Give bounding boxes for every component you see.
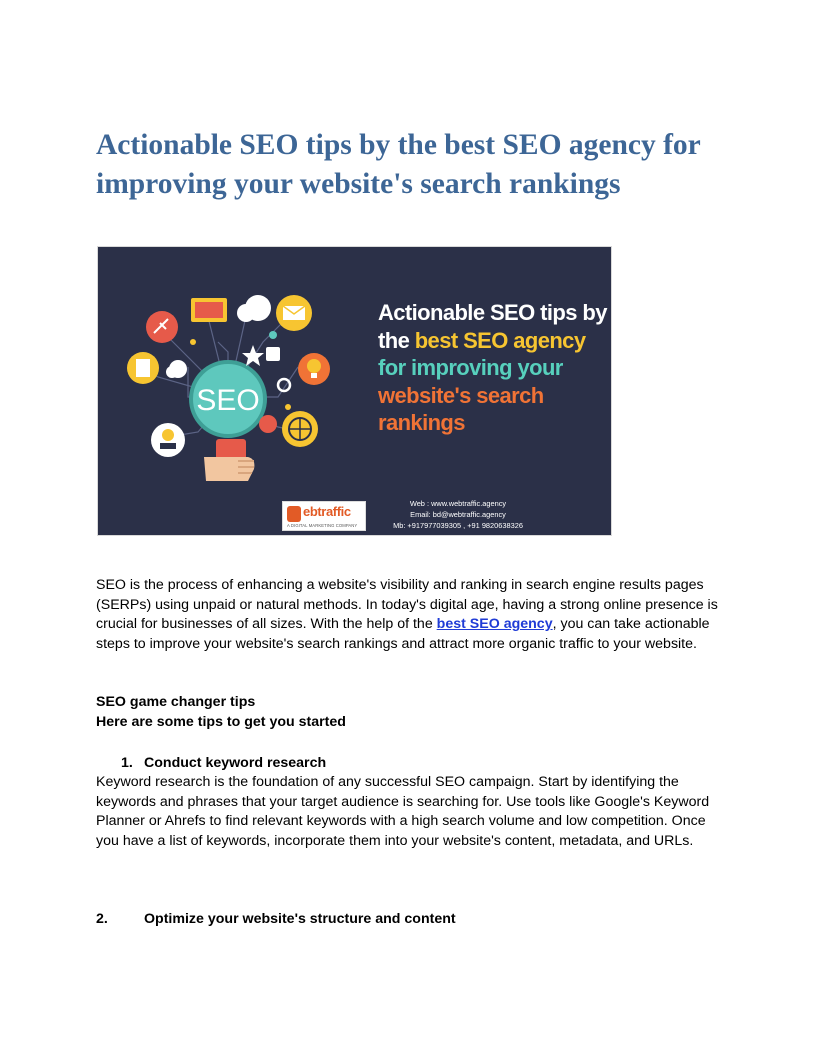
banner-contact: Web : www.webtraffic.agency Email: bd@webtraffic.agency Mb: +917977039305 , +91 9820638326 bbox=[393, 499, 523, 530]
banner-headline: Actionable SEO tips by the best SEO agency for improving your website's search rankings bbox=[378, 300, 607, 435]
intro-paragraph: SEO is the process of enhancing a website's visibility and ranking in search engine results pages (SERPs) using unpaid or natural methods. In today's digital age, having a strong online presence is crucial for businesses of all sizes. With the help of the best SEO agency, you can take actionable steps to improve your website's search rankings and attract more organic traffic to your website. bbox=[96, 577, 718, 652]
banner-image bbox=[97, 246, 612, 536]
chart-icon bbox=[266, 347, 280, 361]
svg-text:SEO: SEO bbox=[196, 384, 260, 417]
best-seo-agency-link[interactable]: best SEO agency bbox=[436, 616, 553, 633]
satellite-icon bbox=[146, 311, 178, 343]
list-item-1-heading: 1. Conduct keyword research bbox=[121, 755, 327, 771]
page-title: Actionable SEO tips by the best SEO agency for improving your website's search rankings bbox=[96, 129, 701, 200]
gear-icon bbox=[278, 379, 290, 391]
logo-mark-icon bbox=[287, 506, 301, 522]
tips-heading: SEO game changer tips bbox=[96, 694, 256, 710]
list-icon bbox=[259, 415, 277, 433]
webtraffic-logo: ebtraffic A DIGITAL MARKETING COMPANY bbox=[282, 501, 366, 531]
tips-subheading: Here are some tips to get you started bbox=[96, 714, 346, 730]
list-item-2-heading: 2. Optimize your website's structure and content bbox=[96, 911, 456, 927]
list-item-1-body: Keyword research is the foundation of any successful SEO campaign. Start by identifying the keywords and phrases that your target audience is searching for. Use tools like Google's Keyword Planner or Ahrefs to find relevant keywords with a high search volume and low competition. Once you have a list of keywords, incorporate them into your website's content, metadata, and URLs. bbox=[96, 774, 710, 849]
star-icon bbox=[242, 345, 264, 366]
